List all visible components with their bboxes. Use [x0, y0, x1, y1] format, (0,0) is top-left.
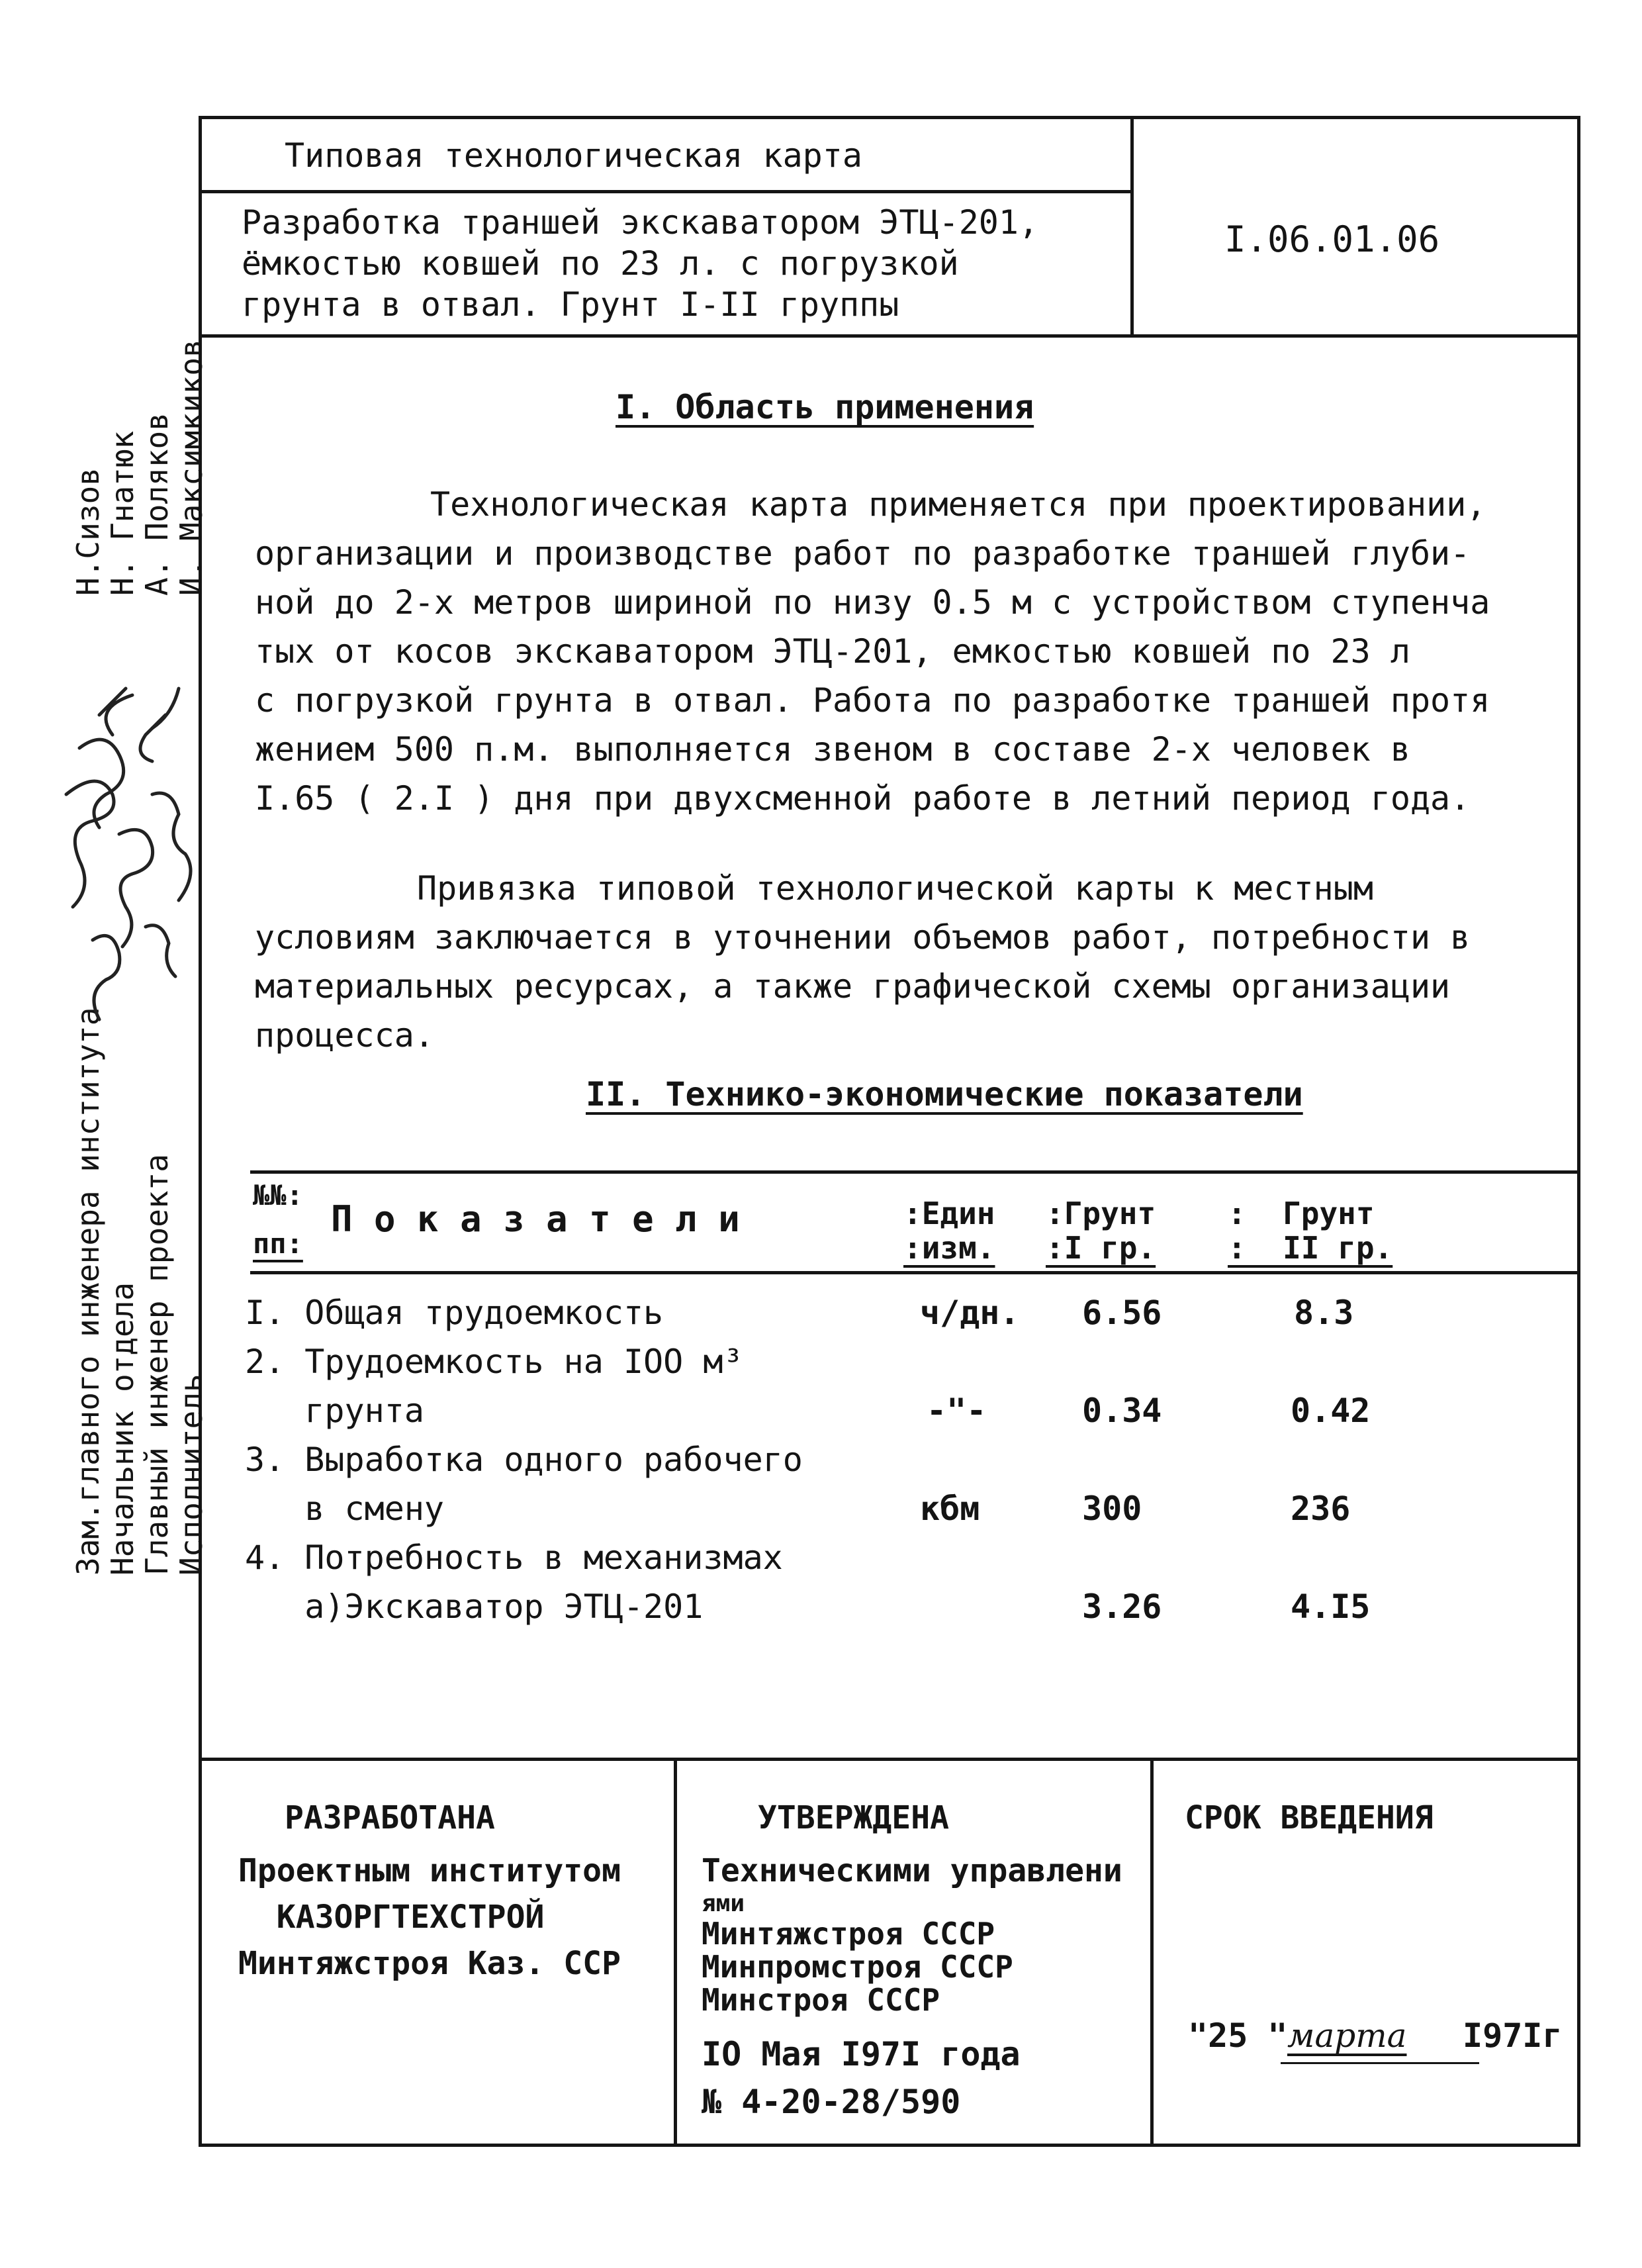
footer-divider-2 [1150, 1758, 1154, 2147]
table-header-group1: :I гр. [1046, 1230, 1156, 1266]
stamp-position: Исполнитель [173, 1374, 209, 1576]
row-group1: 6.56 [1082, 1294, 1162, 1332]
stamp-name: Н.Сизов [70, 467, 106, 596]
card-title-line: ёмкостью ковшей по 23 л. с погрузкой [242, 244, 959, 283]
row-group2: 236 [1291, 1489, 1351, 1528]
approved-line: IO Мая I97I года [702, 2035, 1021, 2073]
section2-heading: II. Технико-экономические показатели [586, 1075, 1303, 1113]
table-header-unit: :изм. [903, 1230, 995, 1266]
stamp-position: Начальник отдела [105, 1282, 140, 1576]
section1-paragraph2 [255, 864, 1470, 1060]
paragraph-line: жением 500 п.м. выполняется звеном в составе 2-х человек в [255, 730, 1410, 769]
table-row [245, 1585, 1555, 1634]
table-row [245, 1340, 1555, 1389]
table-header-group2: : II гр. [1228, 1230, 1393, 1266]
card-title-line: грунта в отвал. Грунт I-II группы [242, 285, 899, 324]
table-row [245, 1291, 1555, 1340]
row-name: а)Экскаватор ЭТЦ-201 [245, 1587, 704, 1626]
row-group1: 0.34 [1082, 1392, 1162, 1430]
footer-top-rule [199, 1758, 1580, 1761]
table-header-group1: :Грунт [1046, 1196, 1156, 1231]
card-title [242, 202, 1038, 325]
stamp-name: Н. Гнатюк [105, 430, 140, 596]
approved-line: ями [702, 1890, 745, 1917]
card-type: Типовая технологическая карта [285, 136, 862, 175]
effective-month-underline [1281, 2062, 1479, 2064]
approved-heading: УТВЕРЖДЕНА [758, 1799, 949, 1836]
stamp-name: И. Максимкиков [173, 339, 209, 596]
paragraph-line: материальных ресурсах, а также графической схемы организации [255, 967, 1451, 1006]
card-code: I.06.01.06 [1224, 218, 1440, 260]
paragraph-line: тых от косов экскаватором ЭТЦ-201, емкостью ковшей по 23 л [255, 632, 1410, 671]
table-body [245, 1291, 1555, 1634]
row-group2: 0.42 [1291, 1392, 1371, 1430]
paragraph-line: процесса. [255, 1016, 434, 1055]
stamp-name: А. Поляков [139, 412, 175, 596]
section1-heading: I. Область применения [616, 388, 1034, 426]
row-name: грунта [245, 1392, 424, 1430]
table-top-rule [250, 1170, 1580, 1174]
effective-year: I97Iг [1463, 2016, 1563, 2055]
footer-divider-1 [674, 1758, 677, 2147]
stamp-position: Главный инженер проекта [139, 1154, 175, 1576]
table-header-name: П о к а з а т е л и [331, 1198, 740, 1240]
paragraph-line: с погрузкой грунта в отвал. Работа по разработке траншей протя [255, 681, 1490, 720]
paragraph-line: Привязка типовой технологической карты к местным [417, 869, 1373, 908]
table-row [245, 1487, 1555, 1536]
header-divider-bottom [199, 334, 1580, 338]
paragraph-line: организации и производстве работ по разработке траншей глуби- [255, 534, 1471, 573]
table-header-rule [250, 1271, 1580, 1274]
approved-line: Минстроя СССР [702, 1982, 940, 2018]
approved-line: Минпромстроя СССР [702, 1949, 1013, 1985]
effective-heading: СРОК ВВЕДЕНИЯ [1185, 1799, 1434, 1836]
row-unit: -"- [927, 1392, 987, 1430]
developed-line: Минтяжстроя Каз. ССР [238, 1945, 621, 1982]
signatures-image [26, 675, 205, 1046]
developed-line: Проектным институтом [238, 1852, 621, 1889]
stamp-position: Зам.главного инженера института [70, 1007, 106, 1576]
developed-heading: РАЗРАБОТАНА [285, 1799, 495, 1836]
paragraph-line: I.65 ( 2.I ) дня при двухсменной работе в летний период года. [255, 779, 1471, 818]
header-divider-middle [199, 190, 1132, 193]
table-row [245, 1389, 1555, 1438]
row-unit: ч/дн. [920, 1294, 1020, 1332]
effective-day: "25 " [1188, 2016, 1288, 2055]
card-title-line: Разработка траншей экскаватором ЭТЦ-201, [242, 203, 1039, 242]
row-group1: 3.26 [1082, 1587, 1162, 1626]
effective-month: марта [1287, 2016, 1407, 2055]
row-name: 2. Трудоемкость на IOO м³ [245, 1343, 743, 1381]
row-name: 3. Выработка одного рабочего [245, 1441, 803, 1479]
row-unit: кбм [920, 1489, 980, 1528]
table-row [245, 1536, 1555, 1585]
row-group1: 300 [1082, 1489, 1142, 1528]
row-name: I. Общая трудоемкость [245, 1294, 664, 1332]
approved-line: Минтяжстроя СССР [702, 1916, 995, 1952]
paragraph-line: условиям заключается в уточнении объемов работ, потребности в [255, 918, 1471, 957]
table-header-unit: :Един [903, 1196, 995, 1231]
table-header-group2: : Грунт [1228, 1196, 1375, 1231]
paragraph-line: Технологическая карта применяется при проектировании, [430, 485, 1486, 524]
paragraph-line: ной до 2-х метров шириной по низу 0.5 м с устройством ступенча [255, 583, 1490, 622]
table-header-num: №№: [253, 1179, 303, 1211]
row-group2: 4.I5 [1291, 1587, 1371, 1626]
table-row [245, 1438, 1555, 1487]
header-divider-vertical [1130, 116, 1134, 338]
row-group2: 8.3 [1294, 1294, 1354, 1332]
table-header-num: пп: [253, 1227, 303, 1260]
row-name: 4. Потребность в механизмах [245, 1538, 783, 1577]
row-name: в смену [245, 1489, 445, 1528]
section1-paragraph1 [255, 480, 1490, 823]
developed-line: КАЗОРГТЕХСТРОЙ [238, 1899, 545, 1936]
approved-line: № 4-20-28/590 [702, 2083, 961, 2121]
approved-line: Техническими управлени [702, 1852, 1122, 1889]
